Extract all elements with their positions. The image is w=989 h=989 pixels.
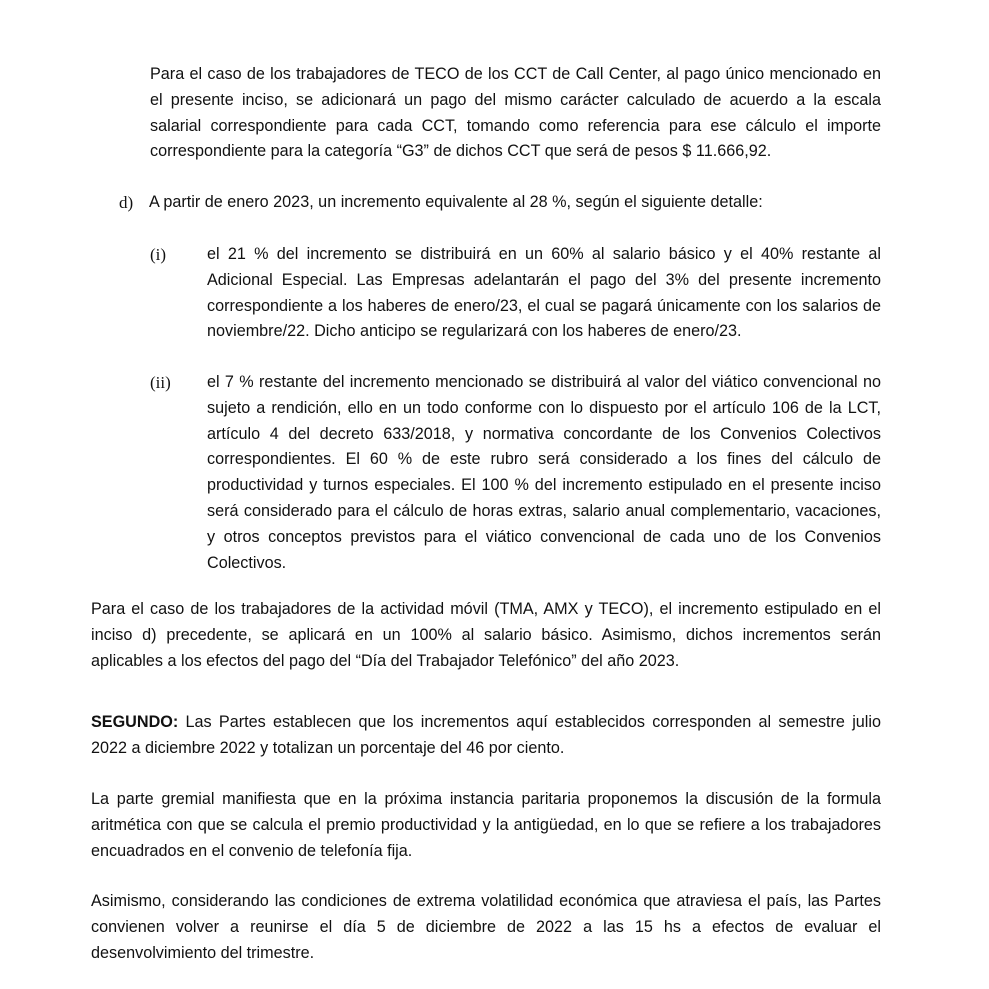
paragraph-actividad-movil: Para el caso de los trabajadores de la actividad móvil (TMA, AMX y TECO), el incremento estipulado en el inciso d) precedente, se aplicará en un 100% al salario básico. Asimismo, dichos incrementos serán aplicables a los efectos del pago del “Día del Trabajador Telefónico” del año 2023.	[91, 600, 881, 670]
paragraph-parte-gremial: La parte gremial manifiesta que en la próxima instancia paritaria proponemos la discusión de la formula aritmética con que se calcula el premio productividad y la antigüedad, en lo que se refiere a los trabajadores encuadrados en el convenio de telefonía fija.	[91, 790, 881, 860]
item-d-text: A partir de enero 2023, un incremento equivalente al 28 %, según el siguiente detalle:	[149, 193, 763, 211]
sub-item-ii-marker: (ii)	[150, 373, 171, 392]
segundo-label: SEGUNDO:	[91, 713, 179, 731]
sub-item-ii-text: el 7 % restante del incremento mencionado se distribuirá al valor del viático convencional no sujeto a rendición, ello en un todo conforme con lo dispuesto por el artículo 106 de la LCT, artículo 4 del decreto 633/2018, y normativa concordante de los Convenios Colectivos correspondientes. El 60 % de este rubro será considerado a los fines del cálculo de productividad y turnos especiales. El 100 % del incremento estipulado en el presente inciso será considerado para el cálculo de horas extras, salario anual complementario, vacaciones, y otros conceptos previstos para el viático convencional de cada uno de los Convenios Colectivos.	[207, 373, 881, 572]
segundo-text: Las Partes establecen que los incrementos aquí establecidos corresponden al semestre julio 2022 a diciembre 2022 y totalizan un porcentaje del 46 por ciento.	[91, 713, 881, 757]
paragraph-call-center: Para el caso de los trabajadores de TECO de los CCT de Call Center, al pago único mencionado en el presente inciso, se adicionará un pago del mismo carácter calculado de acuerdo a la escala salarial correspondiente para cada CCT, tomando como referencia para ese cálculo el importe correspondiente para la categoría “G3” de dichos CCT que será de pesos $ 11.666,92.	[150, 65, 881, 161]
sub-item-i-marker: (i)	[150, 245, 167, 264]
item-d-marker: d)	[119, 193, 134, 212]
paragraph-asimismo: Asimismo, considerando las condiciones de extrema volatilidad económica que atraviesa el país, las Partes convienen volver a reunirse el día 5 de diciembre de 2022 a las 15 hs a efectos de evaluar el desenvolvimiento del trimestre.	[91, 892, 881, 962]
sub-item-i-text: el 21 % del incremento se distribuirá en un 60% al salario básico y el 40% restante al Adicional Especial. Las Empresas adelantarán el pago del 3% del presente incremento correspondiente a los haberes de enero/23, el cual se pagará únicamente con los salarios de noviembre/22. Dicho anticipo se regularizará con los haberes de enero/23.	[207, 245, 881, 341]
paragraph-segundo	[91, 710, 881, 762]
